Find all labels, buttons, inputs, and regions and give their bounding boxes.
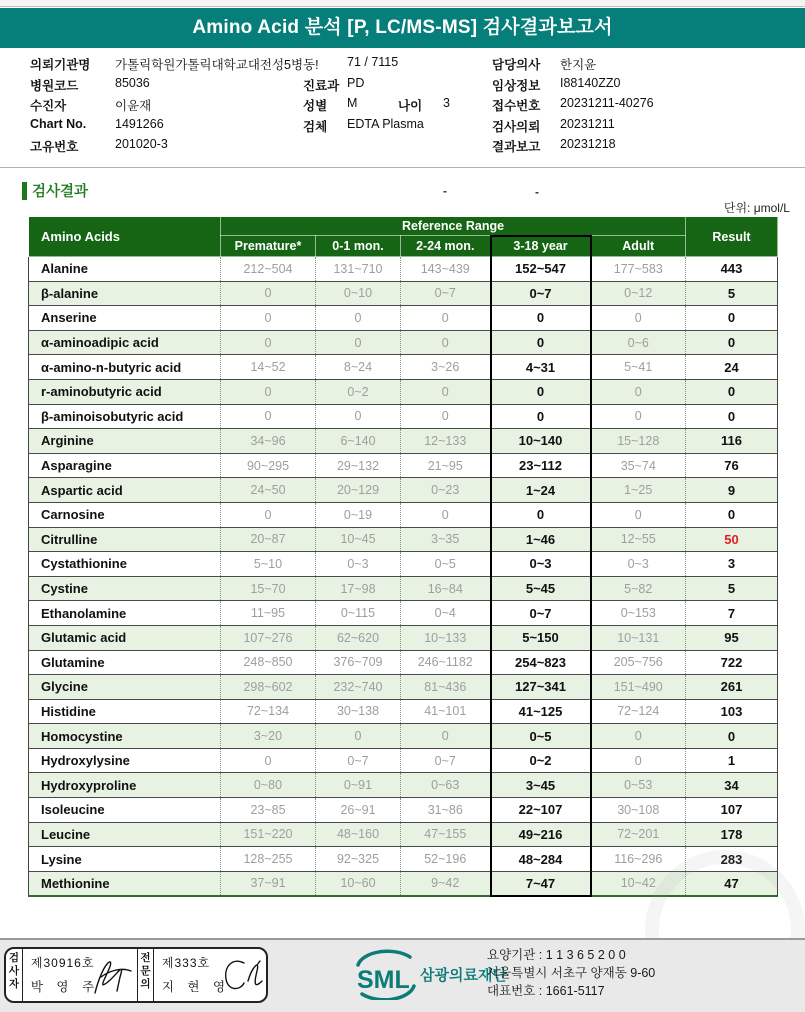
range-cell: 5~150 bbox=[491, 625, 591, 650]
range-cell: 246~1182 bbox=[401, 650, 491, 675]
range-cell: 10~60 bbox=[316, 871, 401, 896]
range-cell: 0~63 bbox=[401, 773, 491, 798]
range-cell: 10~133 bbox=[401, 625, 491, 650]
amino-name: Glycine bbox=[41, 679, 88, 695]
range-cell: 0~19 bbox=[316, 502, 401, 527]
range-cell: 52~196 bbox=[401, 847, 491, 872]
examiner-name: 박 영 주 bbox=[30, 980, 100, 994]
org-label: 의뢰기관명 bbox=[30, 58, 91, 72]
amino-name: Lysine bbox=[41, 851, 82, 867]
uid-value: 201020-3 bbox=[115, 137, 168, 151]
info-row bbox=[0, 55, 805, 76]
request-value: 20231211 bbox=[560, 116, 615, 131]
amino-acid-table bbox=[28, 216, 778, 897]
result-cell: 50 bbox=[686, 527, 778, 552]
care-org-number: 요양기관 : 1 1 3 6 5 2 0 0 bbox=[487, 948, 626, 962]
table-row bbox=[29, 453, 778, 478]
range-cell: 0~23 bbox=[401, 478, 491, 503]
range-cell: 0~3 bbox=[491, 552, 591, 577]
range-cell: 0 bbox=[591, 404, 686, 429]
result-cell: 1 bbox=[686, 748, 778, 773]
range-cell: 0~7 bbox=[401, 281, 491, 306]
range-cell: 0 bbox=[221, 379, 316, 404]
unit-label: 단위: μmol/L bbox=[723, 201, 790, 215]
range-cell: 0 bbox=[221, 281, 316, 306]
range-cell: 128~255 bbox=[221, 847, 316, 872]
range-cell: 151~220 bbox=[221, 822, 316, 847]
range-cell: 17~98 bbox=[316, 576, 401, 601]
result-cell: 0 bbox=[686, 502, 778, 527]
range-cell: 0~5 bbox=[401, 552, 491, 577]
range-cell: 0~80 bbox=[221, 773, 316, 798]
range-cell: 0~2 bbox=[316, 379, 401, 404]
table-row bbox=[29, 675, 778, 700]
amino-name: r-aminobutyric acid bbox=[41, 384, 162, 400]
range-cell: 10~42 bbox=[591, 871, 686, 896]
range-cell: 131~710 bbox=[316, 257, 401, 282]
table-row bbox=[29, 404, 778, 429]
range-cell: 0 bbox=[591, 724, 686, 749]
table-row bbox=[29, 355, 778, 380]
range-cell: 0~115 bbox=[316, 601, 401, 626]
range-cell: 0~6 bbox=[591, 330, 686, 355]
range-cell: 0 bbox=[221, 502, 316, 527]
amino-name: Isoleucine bbox=[41, 802, 105, 818]
lab-logo-block bbox=[352, 948, 507, 1000]
range-cell: 41~125 bbox=[491, 699, 591, 724]
range-cell: 205~756 bbox=[591, 650, 686, 675]
result-cell: 5 bbox=[686, 281, 778, 306]
table-row bbox=[29, 576, 778, 601]
table-row bbox=[29, 625, 778, 650]
range-cell: 376~709 bbox=[316, 650, 401, 675]
examiner-block bbox=[23, 949, 135, 1001]
range-cell: 0~10 bbox=[316, 281, 401, 306]
stray-dash: - bbox=[535, 185, 539, 199]
range-cell: 0 bbox=[401, 379, 491, 404]
range-cell: 0 bbox=[591, 306, 686, 331]
range-cell: 232~740 bbox=[316, 675, 401, 700]
result-cell: 24 bbox=[686, 355, 778, 380]
range-cell: 0 bbox=[401, 724, 491, 749]
range-cell: 6~140 bbox=[316, 429, 401, 454]
range-cell: 48~160 bbox=[316, 822, 401, 847]
range-cell: 0 bbox=[221, 330, 316, 355]
range-cell: 0~7 bbox=[316, 748, 401, 773]
info-row bbox=[0, 96, 805, 117]
range-cell: 20~87 bbox=[221, 527, 316, 552]
range-cell: 0 bbox=[401, 404, 491, 429]
range-cell: 127~341 bbox=[491, 675, 591, 700]
range-cell: 15~128 bbox=[591, 429, 686, 454]
table-row bbox=[29, 601, 778, 626]
result-cell: 107 bbox=[686, 798, 778, 823]
range-cell: 29~132 bbox=[316, 453, 401, 478]
range-cell: 212~504 bbox=[221, 257, 316, 282]
amino-name: α-amino-n-butyric acid bbox=[41, 359, 182, 375]
range-cell: 49~216 bbox=[491, 822, 591, 847]
amino-name: Glutamic acid bbox=[41, 630, 127, 646]
range-cell: 0~12 bbox=[591, 281, 686, 306]
specialist-name: 지 현 영 bbox=[161, 980, 231, 994]
range-cell: 90~295 bbox=[221, 453, 316, 478]
result-cell: 261 bbox=[686, 675, 778, 700]
amino-name: Cystathionine bbox=[41, 556, 127, 572]
examiner-signature-icon bbox=[89, 953, 133, 999]
range-cell: 0~7 bbox=[401, 748, 491, 773]
chart-label: Chart No. bbox=[30, 116, 87, 131]
table-header bbox=[29, 217, 778, 257]
section-title: 검사결과 bbox=[32, 184, 89, 200]
amino-name: Methionine bbox=[41, 875, 110, 891]
sml-logo-icon bbox=[352, 948, 416, 1000]
range-cell: 0 bbox=[491, 330, 591, 355]
range-cell: 0 bbox=[221, 306, 316, 331]
range-cell: 0 bbox=[316, 330, 401, 355]
range-cell: 0 bbox=[316, 724, 401, 749]
report-date-label: 결과보고 bbox=[492, 140, 541, 154]
range-cell: 3~45 bbox=[491, 773, 591, 798]
range-cell: 8~24 bbox=[316, 355, 401, 380]
info-row bbox=[0, 76, 805, 97]
result-cell: 0 bbox=[686, 724, 778, 749]
lab-org-name: 삼광의료재단 bbox=[420, 966, 507, 984]
table-row bbox=[29, 724, 778, 749]
clinical-value: I88140ZZ0 bbox=[560, 75, 621, 90]
table-row bbox=[29, 306, 778, 331]
range-cell: 92~325 bbox=[316, 847, 401, 872]
report-title: Amino Acid 분석 [P, LC/MS-MS] 검사결과보고서 bbox=[0, 8, 805, 48]
amino-name: β-aminoisobutyric acid bbox=[41, 408, 184, 424]
range-cell: 35~74 bbox=[591, 453, 686, 478]
table-row bbox=[29, 502, 778, 527]
range-cell: 37~91 bbox=[221, 871, 316, 896]
result-cell: 34 bbox=[686, 773, 778, 798]
range-cell: 0~5 bbox=[491, 724, 591, 749]
range-cell: 41~101 bbox=[401, 699, 491, 724]
range-cell: 16~84 bbox=[401, 576, 491, 601]
results-section-header bbox=[22, 181, 88, 200]
patient-info bbox=[0, 55, 805, 158]
uid-label: 고유번호 bbox=[30, 140, 79, 154]
table-row bbox=[29, 847, 778, 872]
range-cell: 5~82 bbox=[591, 576, 686, 601]
amino-name: Leucine bbox=[41, 826, 91, 842]
lab-address: 서울특별시 서초구 양재동 9-60 bbox=[487, 966, 656, 980]
range-cell: 0~7 bbox=[491, 601, 591, 626]
specimen-label: 검체 bbox=[303, 119, 328, 134]
top-strip bbox=[0, 0, 805, 7]
range-cell: 0 bbox=[491, 306, 591, 331]
specialist-role-label: 전문의 bbox=[137, 949, 154, 1001]
svg-text:SML: SML bbox=[357, 966, 410, 994]
range-cell: 7~47 bbox=[491, 871, 591, 896]
range-cell: 30~108 bbox=[591, 798, 686, 823]
amino-name: β-alanine bbox=[41, 285, 99, 301]
range-cell: 30~138 bbox=[316, 699, 401, 724]
range-cell: 23~85 bbox=[221, 798, 316, 823]
table-row bbox=[29, 527, 778, 552]
col-3-18-year-highlighted: 3-18 year bbox=[491, 236, 591, 257]
amino-name: Anserine bbox=[41, 310, 97, 326]
range-cell: 26~91 bbox=[316, 798, 401, 823]
range-cell: 47~155 bbox=[401, 822, 491, 847]
range-cell: 0 bbox=[221, 404, 316, 429]
range-cell: 151~490 bbox=[591, 675, 686, 700]
info-row bbox=[0, 137, 805, 158]
range-cell: 298~602 bbox=[221, 675, 316, 700]
lab-phone: 대표번호 : 1661-5117 bbox=[487, 984, 605, 998]
hosp-code-label: 병원코드 bbox=[30, 78, 79, 93]
amino-name: Asparagine bbox=[41, 458, 112, 474]
range-cell: 23~112 bbox=[491, 453, 591, 478]
range-cell: 1~24 bbox=[491, 478, 591, 503]
specialist-block bbox=[154, 949, 266, 1001]
range-cell: 0 bbox=[316, 404, 401, 429]
range-cell: 10~140 bbox=[491, 429, 591, 454]
table-row bbox=[29, 822, 778, 847]
table-row bbox=[29, 330, 778, 355]
section-divider bbox=[0, 167, 805, 168]
result-cell: 76 bbox=[686, 453, 778, 478]
amino-name: α-aminoadipic acid bbox=[41, 335, 159, 351]
table-row bbox=[29, 699, 778, 724]
amino-name: Citrulline bbox=[41, 531, 98, 547]
col-2-24-mon: 2-24 mon. bbox=[401, 236, 491, 257]
range-cell: 14~52 bbox=[221, 355, 316, 380]
clinical-label: 임상정보 bbox=[492, 78, 541, 93]
range-cell: 0 bbox=[401, 330, 491, 355]
range-cell: 0~153 bbox=[591, 601, 686, 626]
request-label: 검사의뢰 bbox=[492, 119, 541, 134]
doctor-value: 한지윤 bbox=[560, 58, 597, 72]
range-cell: 0 bbox=[401, 306, 491, 331]
amino-name: Glutamine bbox=[41, 654, 105, 670]
reference-range-header: Reference Range bbox=[221, 217, 686, 236]
range-cell: 5~41 bbox=[591, 355, 686, 380]
table-row bbox=[29, 429, 778, 454]
amino-table-body bbox=[29, 257, 778, 896]
range-cell: 5~10 bbox=[221, 552, 316, 577]
range-cell: 0 bbox=[316, 306, 401, 331]
patient-label: 수진자 bbox=[30, 99, 67, 113]
amino-name: Carnosine bbox=[41, 507, 105, 523]
specialist-signature-icon bbox=[220, 953, 264, 999]
stray-dash: - bbox=[443, 184, 447, 198]
examiner-role-label: 검사자 bbox=[6, 949, 23, 1001]
range-cell: 20~129 bbox=[316, 478, 401, 503]
specimen-value: EDTA Plasma bbox=[347, 116, 424, 131]
range-cell: 24~50 bbox=[221, 478, 316, 503]
doctor-label: 담당의사 bbox=[492, 58, 541, 72]
table-row bbox=[29, 650, 778, 675]
amino-name: Homocystine bbox=[41, 728, 123, 744]
result-cell: 7 bbox=[686, 601, 778, 626]
result-cell: 443 bbox=[686, 257, 778, 282]
range-cell: 116~296 bbox=[591, 847, 686, 872]
range-cell: 143~439 bbox=[401, 257, 491, 282]
section-accent-bar bbox=[22, 182, 27, 200]
result-cell: 47 bbox=[686, 871, 778, 896]
range-cell: 0 bbox=[401, 502, 491, 527]
range-cell: 72~134 bbox=[221, 699, 316, 724]
range-cell: 12~133 bbox=[401, 429, 491, 454]
range-cell: 9~42 bbox=[401, 871, 491, 896]
result-cell: 178 bbox=[686, 822, 778, 847]
range-cell: 0~2 bbox=[491, 748, 591, 773]
range-cell: 15~70 bbox=[221, 576, 316, 601]
amino-name: Hydroxylysine bbox=[41, 753, 130, 769]
result-cell: 0 bbox=[686, 306, 778, 331]
range-cell: 72~201 bbox=[591, 822, 686, 847]
age-label: 나이 bbox=[398, 99, 423, 113]
range-cell: 34~96 bbox=[221, 429, 316, 454]
org-value: 가톨릭학원가톨릭대학교대전성5병동! bbox=[115, 58, 319, 72]
table-row bbox=[29, 257, 778, 282]
result-header: Result bbox=[686, 217, 778, 257]
table-row bbox=[29, 379, 778, 404]
result-cell: 5 bbox=[686, 576, 778, 601]
range-cell: 72~124 bbox=[591, 699, 686, 724]
patient-value: 이윤재 bbox=[115, 99, 152, 113]
sex-value: M bbox=[347, 96, 358, 110]
range-cell: 1~46 bbox=[491, 527, 591, 552]
range-cell: 22~107 bbox=[491, 798, 591, 823]
table-row bbox=[29, 281, 778, 306]
range-cell: 48~284 bbox=[491, 847, 591, 872]
amino-name: Histidine bbox=[41, 703, 96, 719]
result-cell: 0 bbox=[686, 379, 778, 404]
col-0-1-mon: 0-1 mon. bbox=[316, 236, 401, 257]
amino-name: Alanine bbox=[41, 261, 88, 277]
range-cell: 0~3 bbox=[316, 552, 401, 577]
range-cell: 81~436 bbox=[401, 675, 491, 700]
range-cell: 5~45 bbox=[491, 576, 591, 601]
result-cell: 0 bbox=[686, 404, 778, 429]
range-cell: 0 bbox=[491, 404, 591, 429]
receipt-label: 접수번호 bbox=[492, 99, 541, 113]
range-cell: 0~91 bbox=[316, 773, 401, 798]
signature-stamp-box bbox=[4, 947, 268, 1003]
amino-name: Cystine bbox=[41, 581, 88, 597]
range-cell: 107~276 bbox=[221, 625, 316, 650]
sex-label: 성별 bbox=[303, 99, 328, 113]
range-cell: 21~95 bbox=[401, 453, 491, 478]
result-cell: 116 bbox=[686, 429, 778, 454]
range-cell: 248~850 bbox=[221, 650, 316, 675]
range-cell: 31~86 bbox=[401, 798, 491, 823]
ward-value: 71 / 7115 bbox=[347, 55, 399, 69]
range-cell: 12~55 bbox=[591, 527, 686, 552]
table-row bbox=[29, 552, 778, 577]
result-cell: 9 bbox=[686, 478, 778, 503]
range-cell: 0 bbox=[591, 502, 686, 527]
hosp-code-value: 85036 bbox=[115, 75, 150, 90]
range-cell: 0~7 bbox=[491, 281, 591, 306]
range-cell: 0~53 bbox=[591, 773, 686, 798]
range-cell: 152~547 bbox=[491, 257, 591, 282]
range-cell: 62~620 bbox=[316, 625, 401, 650]
range-cell: 254~823 bbox=[491, 650, 591, 675]
range-cell: 0~4 bbox=[401, 601, 491, 626]
result-cell: 3 bbox=[686, 552, 778, 577]
age-value: 3 bbox=[443, 96, 450, 110]
examiner-cert-number: 제30916호 bbox=[30, 956, 95, 970]
range-cell: 10~45 bbox=[316, 527, 401, 552]
range-cell: 0 bbox=[591, 748, 686, 773]
range-cell: 3~20 bbox=[221, 724, 316, 749]
dept-label: 진료과 bbox=[303, 78, 340, 93]
amino-name: Arginine bbox=[41, 433, 94, 449]
result-cell: 95 bbox=[686, 625, 778, 650]
range-cell: 0~3 bbox=[591, 552, 686, 577]
specialist-cert-number: 제333호 bbox=[161, 956, 211, 970]
range-cell: 11~95 bbox=[221, 601, 316, 626]
info-row bbox=[0, 117, 805, 138]
chart-value: 1491266 bbox=[115, 116, 164, 131]
result-cell: 0 bbox=[686, 330, 778, 355]
range-cell: 3~26 bbox=[401, 355, 491, 380]
result-cell: 283 bbox=[686, 847, 778, 872]
amino-name: Hydroxyproline bbox=[41, 777, 137, 793]
dept-value: PD bbox=[347, 75, 365, 90]
receipt-value: 20231211-40276 bbox=[560, 96, 654, 110]
range-cell: 3~35 bbox=[401, 527, 491, 552]
range-cell: 0 bbox=[221, 748, 316, 773]
range-cell: 177~583 bbox=[591, 257, 686, 282]
range-cell: 1~25 bbox=[591, 478, 686, 503]
amino-name: Ethanolamine bbox=[41, 605, 127, 621]
range-cell: 4~31 bbox=[491, 355, 591, 380]
result-cell: 722 bbox=[686, 650, 778, 675]
table-row bbox=[29, 798, 778, 823]
range-cell: 0 bbox=[591, 379, 686, 404]
result-cell: 103 bbox=[686, 699, 778, 724]
lab-address-block bbox=[487, 946, 655, 1000]
report-date-value: 20231218 bbox=[560, 137, 616, 151]
col-premature: Premature* bbox=[221, 236, 316, 257]
amino-acids-header: Amino Acids bbox=[29, 217, 221, 257]
range-cell: 0 bbox=[491, 379, 591, 404]
table-row bbox=[29, 773, 778, 798]
amino-name: Aspartic acid bbox=[41, 482, 123, 498]
table-row bbox=[29, 478, 778, 503]
range-cell: 10~131 bbox=[591, 625, 686, 650]
col-adult: Adult bbox=[591, 236, 686, 257]
range-cell: 0 bbox=[491, 502, 591, 527]
table-row bbox=[29, 748, 778, 773]
